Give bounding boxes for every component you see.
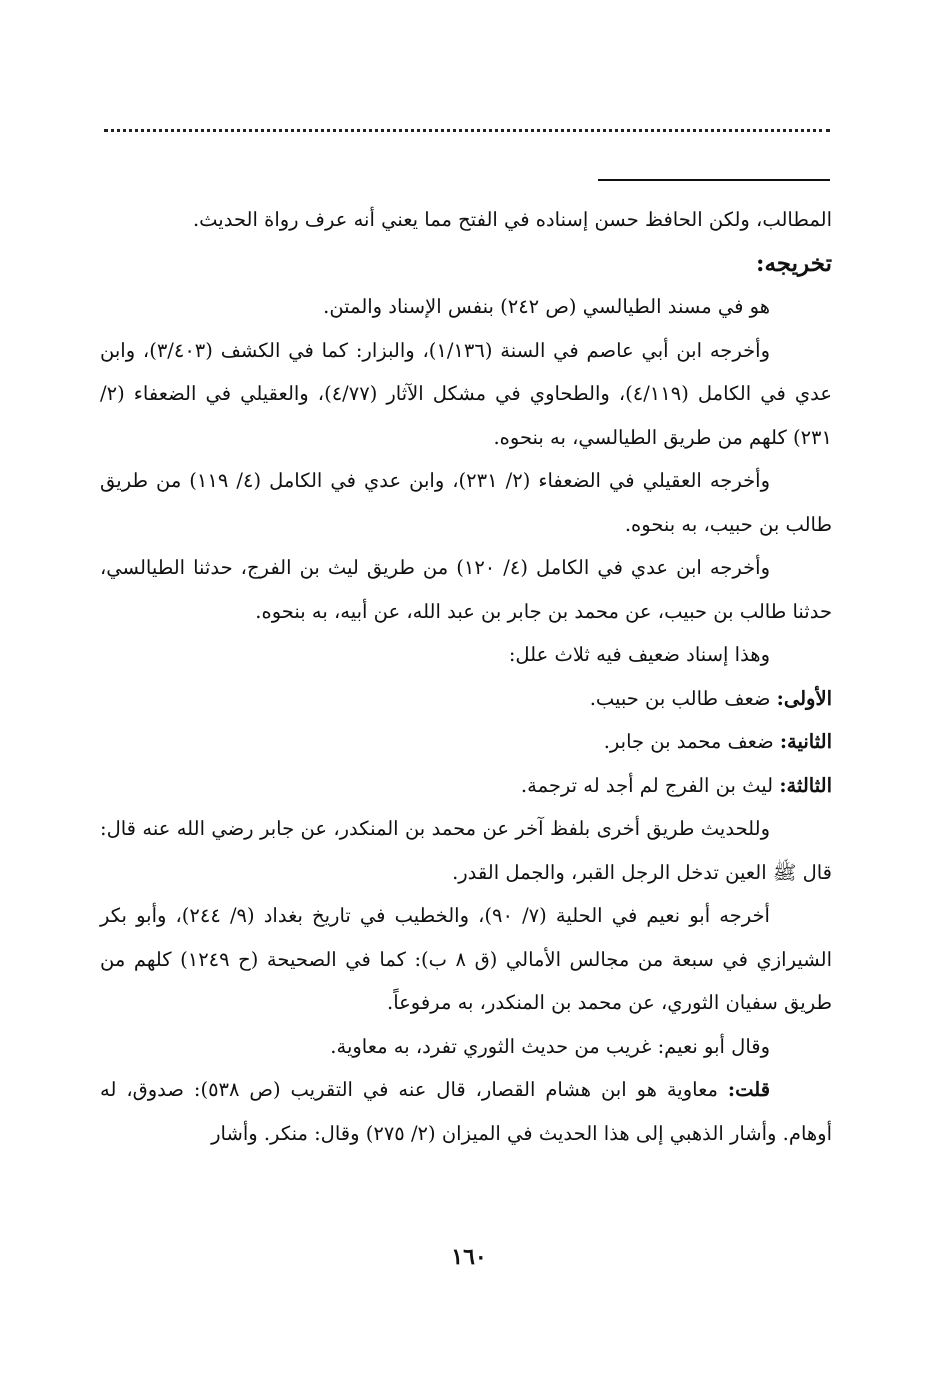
paragraph: وهذا إسناد ضعيف فيه ثلاث علل: xyxy=(508,643,770,666)
paragraph: وأخرجه ابن عدي في الكامل (٤/ ١٢٠) من طريق ليث بن الفرج، حدثنا الطيالسي، حدثنا طالب بن حبيب، عن محمد بن جابر بن عبد الله، عن أبيه، به بنحوه. xyxy=(100,556,832,623)
page-number: ١٦٠ xyxy=(451,1244,487,1270)
paragraph: وأخرجه العقيلي في الضعفاء (٢/ ٢٣١)، وابن عدي في الكامل (٤/ ١١٩) من طريق طالب بن حبيب، به بنحوه. xyxy=(100,469,832,536)
paragraph xyxy=(100,1068,832,1155)
paragraph: هو في مسند الطيالسي (ص ٢٤٢) بنفس الإسناد والمتن. xyxy=(323,295,770,318)
illness-label: الثانية: xyxy=(779,730,832,753)
illness-item xyxy=(100,764,832,808)
page-body xyxy=(100,198,832,1155)
illness-text: ضعف محمد بن جابر. xyxy=(603,730,774,753)
section-heading: تخريجه: xyxy=(755,249,832,277)
paragraph: أخرجه أبو نعيم في الحلية (٧/ ٩٠)، والخطيب في تاريخ بغداد (٩/ ٢٤٤)، وأبو بكر الشيرازي في سبعة من مجالس الأمالي (ق ٨ ب): كما في الصحيحة (ح ١٢٤٩) كلهم من طريق سفيان الثوري، عن محمد بن المنكدر، به مرفوعاً. xyxy=(100,904,832,1014)
illness-label: الثالثة: xyxy=(779,773,832,797)
paragraph: وأخرجه ابن أبي عاصم في السنة (١/١٣٦)، والبزار: كما في الكشف (٣/٤٠٣)، وابن عدي في الكامل (٤/١١٩)، والطحاوي في مشكل الآثار (٤/٧٧)، والعقيلي في الضعفاء (٢/ ٢٣١) كلهم من طريق الطيالسي، به بنحوه. xyxy=(100,338,832,449)
final-text: معاوية هو ابن هشام القصار، قال عنه في التقريب (ص ٥٣٨): صدوق، له أوهام. وأشار الذهبي إلى هذا الحديث في الميزان (٢/ ٢٧٥) وقال: منكر. وأشار xyxy=(100,1078,832,1145)
paragraph: وقال أبو نعيم: غريب من حديث الثوري تفرد، به معاوية. xyxy=(330,1034,770,1058)
dotted-separator xyxy=(104,118,830,132)
footnote-rule xyxy=(598,179,830,181)
final-label: قلت: xyxy=(727,1078,771,1101)
illness-item xyxy=(100,677,832,721)
continuation-line: المطالب، ولكن الحافظ حسن إسناده في الفتح مما يعني أنه عرف رواة الحديث. xyxy=(192,208,832,231)
paragraph: وللحديث طريق أخرى بلفظ آخر عن محمد بن المنكدر، عن جابر رضي الله عنه قال: قال ﷺ العين تدخل الرجل القبر، والجمل القدر. xyxy=(100,817,832,884)
illness-text: ضعف طالب بن حبيب. xyxy=(589,686,771,710)
illness-item xyxy=(100,720,832,764)
illness-text: ليث بن الفرج لم أجد له ترجمة. xyxy=(520,773,774,797)
illness-label: الأولى: xyxy=(776,686,832,710)
